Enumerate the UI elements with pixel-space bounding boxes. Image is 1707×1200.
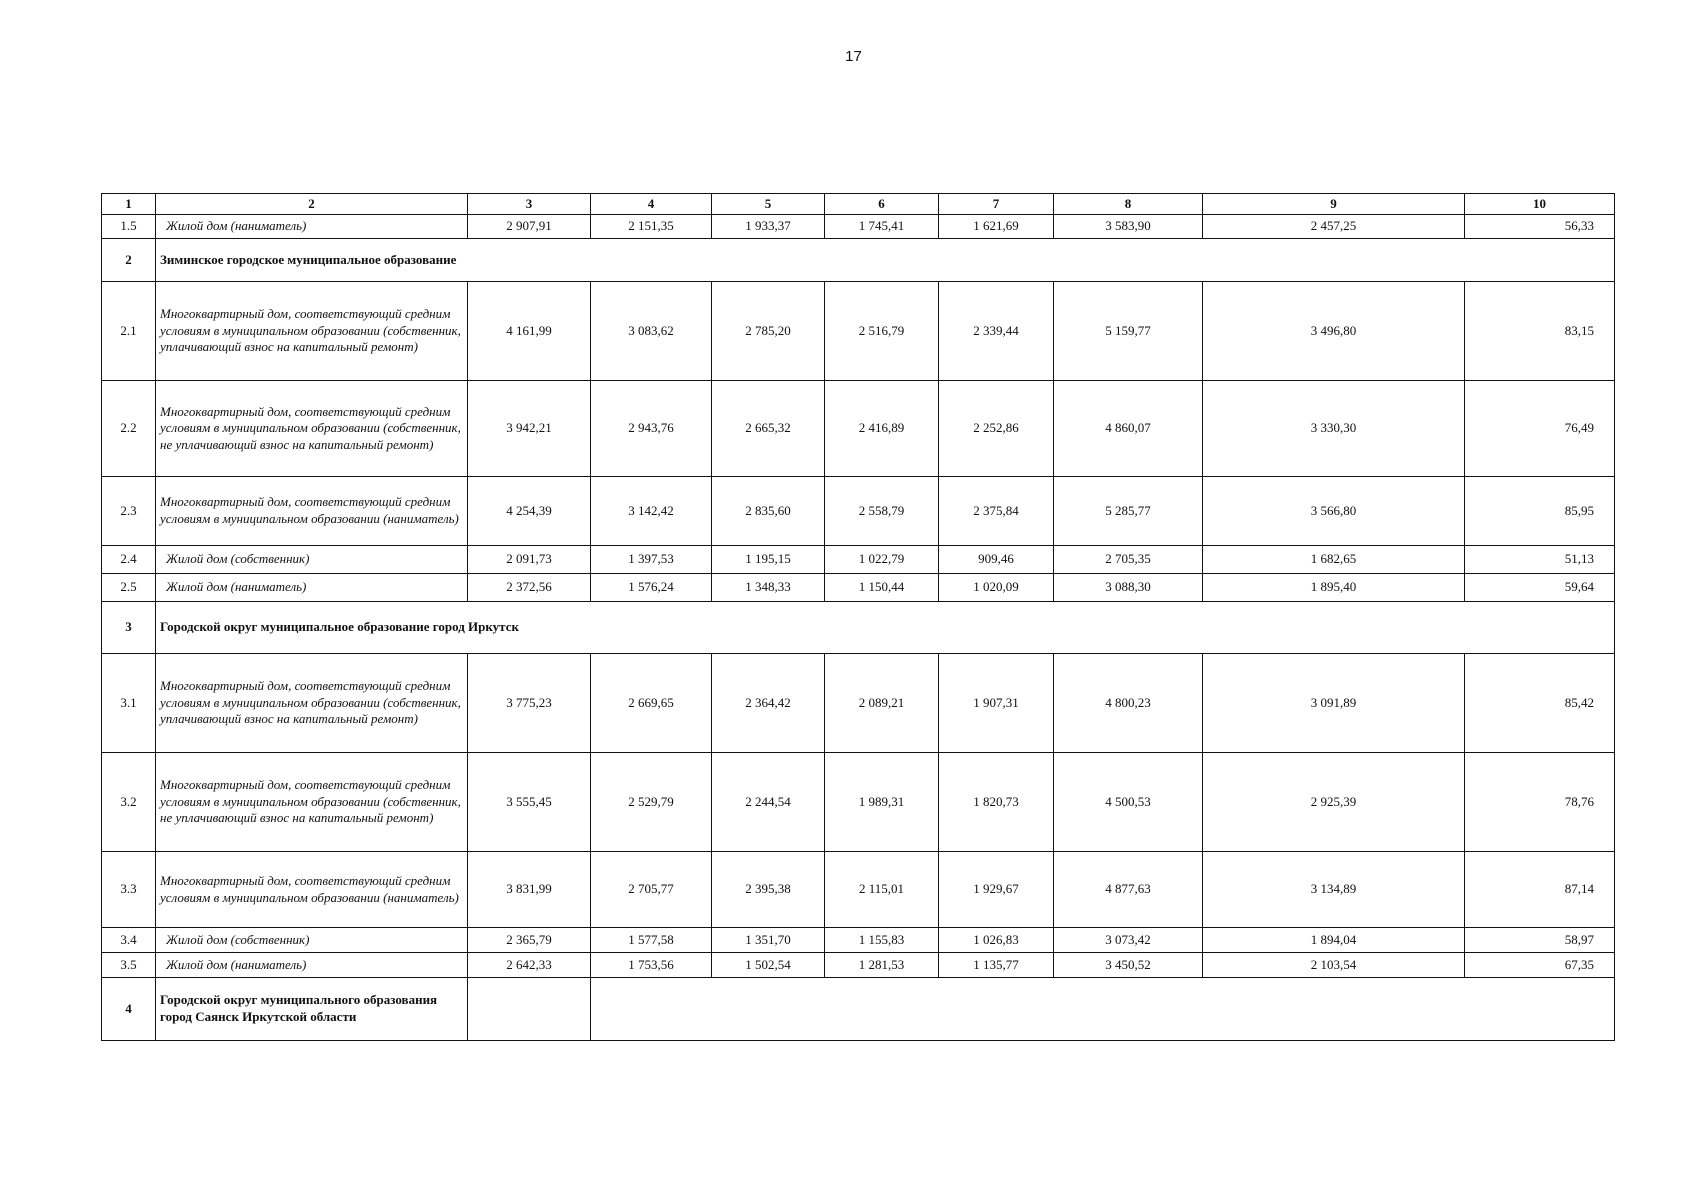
value-cell: 2 669,65 xyxy=(591,654,712,753)
value-cell: 1 820,73 xyxy=(939,753,1054,852)
header-cell: 8 xyxy=(1054,194,1203,215)
value-cell: 51,13 xyxy=(1465,546,1615,574)
row-code: 1.5 xyxy=(102,215,156,239)
row-code: 2.3 xyxy=(102,477,156,546)
value-cell: 2 705,77 xyxy=(591,852,712,928)
value-cell: 1 576,24 xyxy=(591,574,712,602)
value-cell: 1 894,04 xyxy=(1203,928,1465,953)
value-cell: 1 621,69 xyxy=(939,215,1054,239)
value-cell: 3 088,30 xyxy=(1054,574,1203,602)
row-name: Жилой дом (наниматель) xyxy=(156,215,468,239)
header-cell: 6 xyxy=(825,194,939,215)
row-name: Многоквартирный дом, соответствующий средним условиям в муниципальном образовании (наниматель) xyxy=(156,852,468,928)
value-cell: 1 745,41 xyxy=(825,215,939,239)
value-cell: 2 642,33 xyxy=(468,953,591,978)
value-cell: 4 860,07 xyxy=(1054,381,1203,477)
value-cell: 2 372,56 xyxy=(468,574,591,602)
value-cell: 4 254,39 xyxy=(468,477,591,546)
value-cell: 2 943,76 xyxy=(591,381,712,477)
value-cell: 2 705,35 xyxy=(1054,546,1203,574)
value-cell: 56,33 xyxy=(1465,215,1615,239)
table-row xyxy=(102,282,1615,381)
row-name: Многоквартирный дом, соответствующий средним условиям в муниципальном образовании (собственник, уплачивающий взнос на капитальный ремонт) xyxy=(156,654,468,753)
row-code: 2.5 xyxy=(102,574,156,602)
value-cell: 1 135,77 xyxy=(939,953,1054,978)
value-cell: 2 244,54 xyxy=(712,753,825,852)
row-code: 3 xyxy=(102,602,156,654)
row-name: Зиминское городское муниципальное образование xyxy=(156,239,1615,282)
value-cell: 1 989,31 xyxy=(825,753,939,852)
row-code: 4 xyxy=(102,978,156,1041)
section-row xyxy=(102,602,1615,654)
value-cell: 2 364,42 xyxy=(712,654,825,753)
value-cell: 87,14 xyxy=(1465,852,1615,928)
header-cell: 9 xyxy=(1203,194,1465,215)
header-cell: 3 xyxy=(468,194,591,215)
value-cell: 3 330,30 xyxy=(1203,381,1465,477)
header-cell: 2 xyxy=(156,194,468,215)
value-cell: 1 150,44 xyxy=(825,574,939,602)
value-cell: 3 566,80 xyxy=(1203,477,1465,546)
value-cell: 2 558,79 xyxy=(825,477,939,546)
header-cell: 4 xyxy=(591,194,712,215)
value-cell: 3 073,42 xyxy=(1054,928,1203,953)
row-code: 2 xyxy=(102,239,156,282)
table-row xyxy=(102,381,1615,477)
value-cell: 78,76 xyxy=(1465,753,1615,852)
value-cell: 67,35 xyxy=(1465,953,1615,978)
header-cell: 1 xyxy=(102,194,156,215)
section-row xyxy=(102,978,1615,1041)
value-cell: 3 134,89 xyxy=(1203,852,1465,928)
value-cell: 909,46 xyxy=(939,546,1054,574)
value-cell: 2 375,84 xyxy=(939,477,1054,546)
value-cell: 1 022,79 xyxy=(825,546,939,574)
value-cell: 4 800,23 xyxy=(1054,654,1203,753)
value-cell: 3 831,99 xyxy=(468,852,591,928)
value-cell: 3 091,89 xyxy=(1203,654,1465,753)
value-cell: 1 351,70 xyxy=(712,928,825,953)
value-cell: 5 159,77 xyxy=(1054,282,1203,381)
row-name: Жилой дом (наниматель) xyxy=(156,953,468,978)
table-row xyxy=(102,546,1615,574)
row-name: Многоквартирный дом, соответствующий средним условиям в муниципальном образовании (собственник, уплачивающий взнос на капитальный ремонт) xyxy=(156,282,468,381)
tariff-table-container xyxy=(101,193,1615,1041)
row-code: 3.4 xyxy=(102,928,156,953)
table-row xyxy=(102,928,1615,953)
value-cell: 2 395,38 xyxy=(712,852,825,928)
value-cell: 1 195,15 xyxy=(712,546,825,574)
value-cell: 2 103,54 xyxy=(1203,953,1465,978)
row-code: 3.5 xyxy=(102,953,156,978)
table-row xyxy=(102,753,1615,852)
value-cell: 1 397,53 xyxy=(591,546,712,574)
row-name: Многоквартирный дом, соответствующий средним условиям в муниципальном образовании (собственник, не уплачивающий взнос на капитальный ремонт) xyxy=(156,381,468,477)
value-cell: 1 929,67 xyxy=(939,852,1054,928)
value-cell: 3 942,21 xyxy=(468,381,591,477)
value-cell: 4 500,53 xyxy=(1054,753,1203,852)
empty-cell xyxy=(591,978,1615,1041)
row-code: 2.2 xyxy=(102,381,156,477)
row-code: 3.2 xyxy=(102,753,156,852)
value-cell: 58,97 xyxy=(1465,928,1615,953)
value-cell: 3 142,42 xyxy=(591,477,712,546)
value-cell: 1 502,54 xyxy=(712,953,825,978)
value-cell: 1 895,40 xyxy=(1203,574,1465,602)
value-cell: 2 529,79 xyxy=(591,753,712,852)
value-cell: 2 416,89 xyxy=(825,381,939,477)
header-cell: 10 xyxy=(1465,194,1615,215)
value-cell: 3 450,52 xyxy=(1054,953,1203,978)
table-row xyxy=(102,215,1615,239)
value-cell: 3 496,80 xyxy=(1203,282,1465,381)
table-row xyxy=(102,654,1615,753)
value-cell: 85,42 xyxy=(1465,654,1615,753)
value-cell: 4 161,99 xyxy=(468,282,591,381)
value-cell: 1 682,65 xyxy=(1203,546,1465,574)
value-cell: 3 775,23 xyxy=(468,654,591,753)
value-cell: 2 835,60 xyxy=(712,477,825,546)
value-cell: 3 583,90 xyxy=(1054,215,1203,239)
row-code: 2.4 xyxy=(102,546,156,574)
row-name: Жилой дом (собственник) xyxy=(156,546,468,574)
row-name: Городской округ муниципальное образование город Иркутск xyxy=(156,602,1615,654)
value-cell: 1 933,37 xyxy=(712,215,825,239)
row-code: 3.1 xyxy=(102,654,156,753)
value-cell: 5 285,77 xyxy=(1054,477,1203,546)
value-cell: 2 665,32 xyxy=(712,381,825,477)
empty-cell xyxy=(468,978,591,1041)
row-code: 3.3 xyxy=(102,852,156,928)
value-cell: 4 877,63 xyxy=(1054,852,1203,928)
value-cell: 59,64 xyxy=(1465,574,1615,602)
header-cell: 7 xyxy=(939,194,1054,215)
value-cell: 3 555,45 xyxy=(468,753,591,852)
row-name: Жилой дом (собственник) xyxy=(156,928,468,953)
value-cell: 2 457,25 xyxy=(1203,215,1465,239)
value-cell: 2 925,39 xyxy=(1203,753,1465,852)
tariff-table xyxy=(101,193,1615,1041)
value-cell: 1 577,58 xyxy=(591,928,712,953)
value-cell: 2 089,21 xyxy=(825,654,939,753)
header-row xyxy=(102,194,1615,215)
value-cell: 1 026,83 xyxy=(939,928,1054,953)
value-cell: 2 252,86 xyxy=(939,381,1054,477)
value-cell: 1 753,56 xyxy=(591,953,712,978)
table-row xyxy=(102,953,1615,978)
row-code: 2.1 xyxy=(102,282,156,381)
value-cell: 2 516,79 xyxy=(825,282,939,381)
value-cell: 1 348,33 xyxy=(712,574,825,602)
section-row xyxy=(102,239,1615,282)
value-cell: 76,49 xyxy=(1465,381,1615,477)
row-name: Многоквартирный дом, соответствующий средним условиям в муниципальном образовании (наниматель) xyxy=(156,477,468,546)
value-cell: 2 151,35 xyxy=(591,215,712,239)
value-cell: 2 115,01 xyxy=(825,852,939,928)
page-number: 17 xyxy=(845,48,862,65)
value-cell: 83,15 xyxy=(1465,282,1615,381)
value-cell: 85,95 xyxy=(1465,477,1615,546)
value-cell: 1 155,83 xyxy=(825,928,939,953)
value-cell: 2 365,79 xyxy=(468,928,591,953)
value-cell: 1 020,09 xyxy=(939,574,1054,602)
header-cell: 5 xyxy=(712,194,825,215)
table-row xyxy=(102,574,1615,602)
row-name: Многоквартирный дом, соответствующий средним условиям в муниципальном образовании (собственник, не уплачивающий взнос на капитальный ремонт) xyxy=(156,753,468,852)
value-cell: 1 907,31 xyxy=(939,654,1054,753)
value-cell: 2 339,44 xyxy=(939,282,1054,381)
value-cell: 2 907,91 xyxy=(468,215,591,239)
table-row xyxy=(102,477,1615,546)
value-cell: 3 083,62 xyxy=(591,282,712,381)
row-name: Городской округ муниципального образования город Саянск Иркутской области xyxy=(156,978,468,1041)
value-cell: 2 785,20 xyxy=(712,282,825,381)
value-cell: 2 091,73 xyxy=(468,546,591,574)
row-name: Жилой дом (наниматель) xyxy=(156,574,468,602)
table-row xyxy=(102,852,1615,928)
value-cell: 1 281,53 xyxy=(825,953,939,978)
